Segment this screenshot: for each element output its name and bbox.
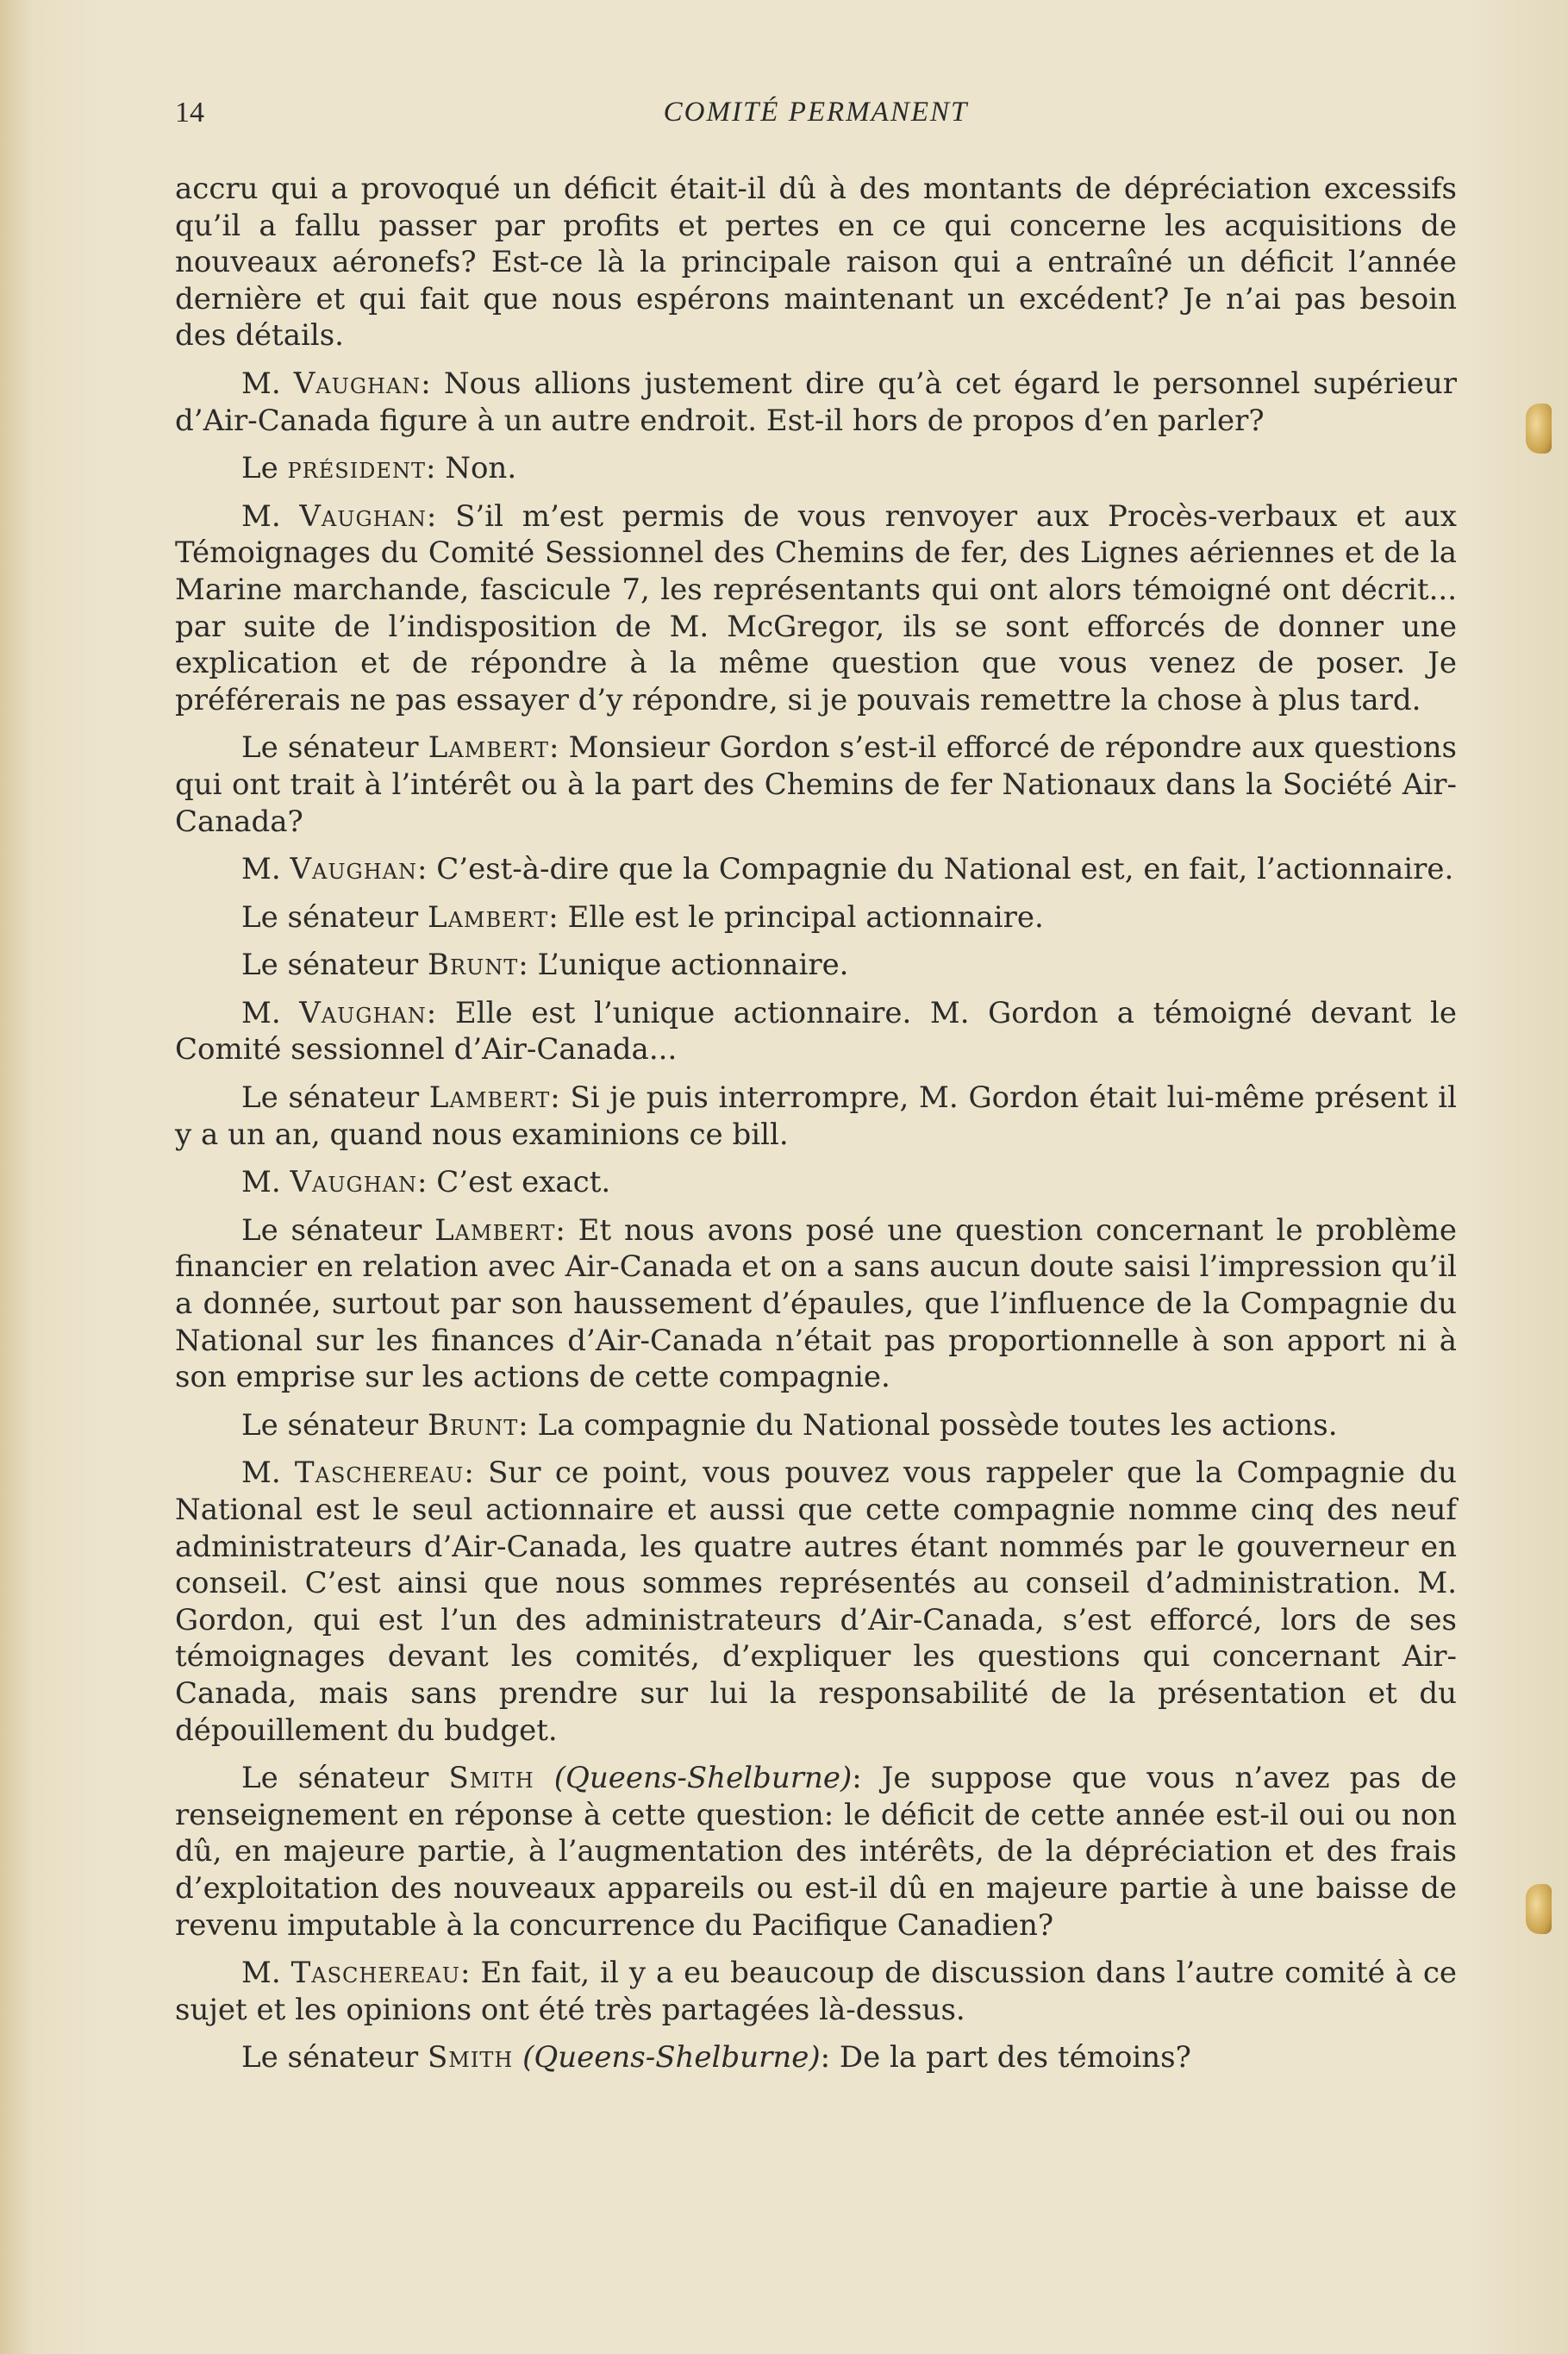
- paragraph: [175, 995, 1457, 1068]
- speaker-name: Vaughan: [290, 1165, 417, 1200]
- paragraph: [175, 851, 1457, 888]
- paragraph: [175, 1760, 1457, 1944]
- speaker-name: Vaughan: [290, 852, 417, 887]
- speaker-riding: (Queens-Shelburne): [513, 2040, 821, 2075]
- paragraph: [175, 899, 1457, 936]
- paragraph: [175, 1080, 1457, 1153]
- paragraph-text: : La compagnie du National possède toutes les actions.: [518, 1407, 1338, 1443]
- paragraph-text: : Monsieur Gordon s’est-il efforcé de répondre aux questions qui ont trait à l’intérêt ou à la part des Chemins de fer Nationaux dans la Société Air-Canada?: [175, 730, 1457, 839]
- speaker-prefix: M.: [241, 1956, 291, 1991]
- speaker-name: Vaughan: [293, 366, 422, 401]
- speaker-prefix: Le sénateur: [241, 1407, 428, 1443]
- body-text: [175, 171, 1457, 2088]
- paragraph: [175, 1164, 1457, 1201]
- speaker-name: Taschereau: [290, 1956, 460, 1991]
- speaker-prefix: Le sénateur: [241, 948, 428, 983]
- speaker-name: Brunt: [428, 948, 519, 983]
- paragraph-text: : Elle est le principal actionnaire.: [548, 899, 1044, 935]
- paragraph: [175, 1455, 1457, 1749]
- speaker-prefix: Le sénateur: [241, 1212, 435, 1248]
- speaker-name: Taschereau: [294, 1456, 465, 1491]
- paragraph-text: : Non.: [425, 451, 517, 486]
- binder-clip-icon: [1526, 404, 1552, 454]
- paragraph-text: : En fait, il y a eu beaucoup de discussion dans l’autre comité à ce sujet et les opinions ont été très partagées là-dessus.: [175, 1956, 1458, 2027]
- paragraph-text: accru qui a provoqué un déficit était-il dû à des montants de dépréciation excessifs qu’il a fallu passer par profits et pertes en ce qui concerne les acquisitions de nouveaux aéronefs? Est-ce là la principale raison qui a entraîné un déficit l’année dernière et qui fait que nous espérons maintenant un excédent? Je n’ai pas besoin des détails.: [175, 172, 1457, 354]
- speaker-prefix: Le sénateur: [241, 2040, 428, 2075]
- speaker-riding: (Queens-Shelburne): [534, 1761, 853, 1796]
- speaker-prefix: Le sénateur: [241, 1761, 449, 1796]
- speaker-prefix: Le sénateur: [241, 730, 428, 766]
- speaker-name: Smith: [448, 1761, 534, 1796]
- paragraph-text: : L’unique actionnaire.: [518, 948, 849, 983]
- speaker-name: Lambert: [434, 1212, 556, 1248]
- speaker-prefix: Le sénateur: [241, 899, 428, 935]
- speaker-name: Vaughan: [299, 498, 427, 534]
- paragraph-text: : Je suppose que vous n’avez pas de renseignement en réponse à cette question: le déficit de cette année est-il oui ou non dû, en majeure partie, à l’augmentation des intérêts, de la dépréciation et des frais d’exploitation des nouveaux appareils ou est-il dû en majeure partie à une baisse de revenu imputable à la concurrence du Pacifique Canadien?: [175, 1761, 1457, 1943]
- speaker-prefix: M.: [241, 852, 290, 887]
- binder-clip-icon: [1526, 1884, 1552, 1934]
- paragraph: [175, 947, 1457, 984]
- paragraph-text: : Sur ce point, vous pouvez vous rappeler que la Compagnie du National est le seul actionnaire et aussi que cette compagnie nomme cinq des neuf administrateurs d’Air-Canada, les quatre autres étant nommés par le gouverneur en conseil. C’est ainsi que nous sommes représentés au conseil d’administration. M. Gordon, qui est l’un des administrateurs d’Air-Canada, s’est efforcé, lors de ses témoignages devant les comités, d’expliquer les questions qui concernant Air-Canada, mais sans prendre sur lui la responsabilité de la présentation et du dépouillement du budget.: [175, 1456, 1457, 1748]
- paragraph-text: : Elle est l’unique actionnaire. M. Gordon a témoigné devant le Comité sessionnel d’Air-Canada...: [175, 995, 1457, 1067]
- speaker-prefix: M.: [241, 1456, 295, 1491]
- speaker-name: Lambert: [428, 899, 549, 935]
- speaker-prefix: M.: [241, 498, 300, 534]
- speaker-name: Lambert: [428, 1080, 551, 1116]
- paragraph-text: : Si je puis interrompre, M. Gordon était lui-même présent il y a un an, quand nous examinions ce bill.: [175, 1080, 1457, 1152]
- speaker-prefix: M.: [241, 1165, 290, 1200]
- paragraph: [175, 171, 1457, 354]
- speaker-prefix: Le sénateur: [241, 1080, 429, 1116]
- speaker-name: président: [287, 451, 426, 486]
- paragraph-text: : De la part des témoins?: [820, 2040, 1191, 2075]
- paragraph: [175, 1407, 1457, 1444]
- paragraph: [175, 498, 1457, 719]
- paragraph-text: : S’il m’est permis de vous renvoyer aux Procès-verbaux et aux Témoignages du Comité Sessionnel des Chemins de fer, des Lignes aériennes et de la Marine marchande, fascicule 7, les représentants qui ont alors témoigné ont décrit... par suite de l’indisposition de M. McGregor, ils se sont efforcés de donner une explication et de répondre à la même question que vous venez de poser. Je préférerais ne pas essayer d’y répondre, si je pouvais remettre la chose à plus tard.: [175, 498, 1457, 717]
- paragraph: [175, 366, 1457, 439]
- paragraph: [175, 1212, 1457, 1396]
- page-number: 14: [175, 97, 204, 128]
- speaker-name: Brunt: [428, 1407, 519, 1443]
- speaker-name: Vaughan: [299, 995, 427, 1030]
- paragraph-text: : C’est exact.: [416, 1165, 611, 1200]
- paragraph: [175, 2039, 1457, 2076]
- speaker-name: Lambert: [428, 730, 550, 766]
- speaker-name: Smith: [428, 2040, 514, 2075]
- paragraph: [175, 729, 1457, 840]
- speaker-prefix: Le: [241, 451, 288, 486]
- speaker-prefix: M.: [241, 995, 300, 1030]
- paragraph: [175, 1955, 1457, 2028]
- page-header: [175, 97, 1457, 140]
- speaker-prefix: M.: [241, 366, 294, 401]
- paragraph: [175, 450, 1457, 487]
- paragraph-text: : C’est-à-dire que la Compagnie du National est, en fait, l’actionnaire.: [416, 852, 1454, 887]
- paragraph-text: : Et nous avons posé une question concernant le problème financier en relation avec Air-Canada et on a sans aucun doute saisi l’impression qu’il a donnée, surtout par son haussement d’épaules, que l’influence de la Compagnie du National sur les finances d’Air-Canada n’était pas proportionnelle à son apport ni à son emprise sur les actions de cette compagnie.: [175, 1212, 1457, 1395]
- running-head: COMITÉ PERMANENT: [663, 97, 969, 128]
- paragraph-text: : Nous allions justement dire qu’à cet égard le personnel supérieur d’Air-Canada figure à un autre endroit. Est-il hors de propos d’en parler?: [175, 366, 1458, 438]
